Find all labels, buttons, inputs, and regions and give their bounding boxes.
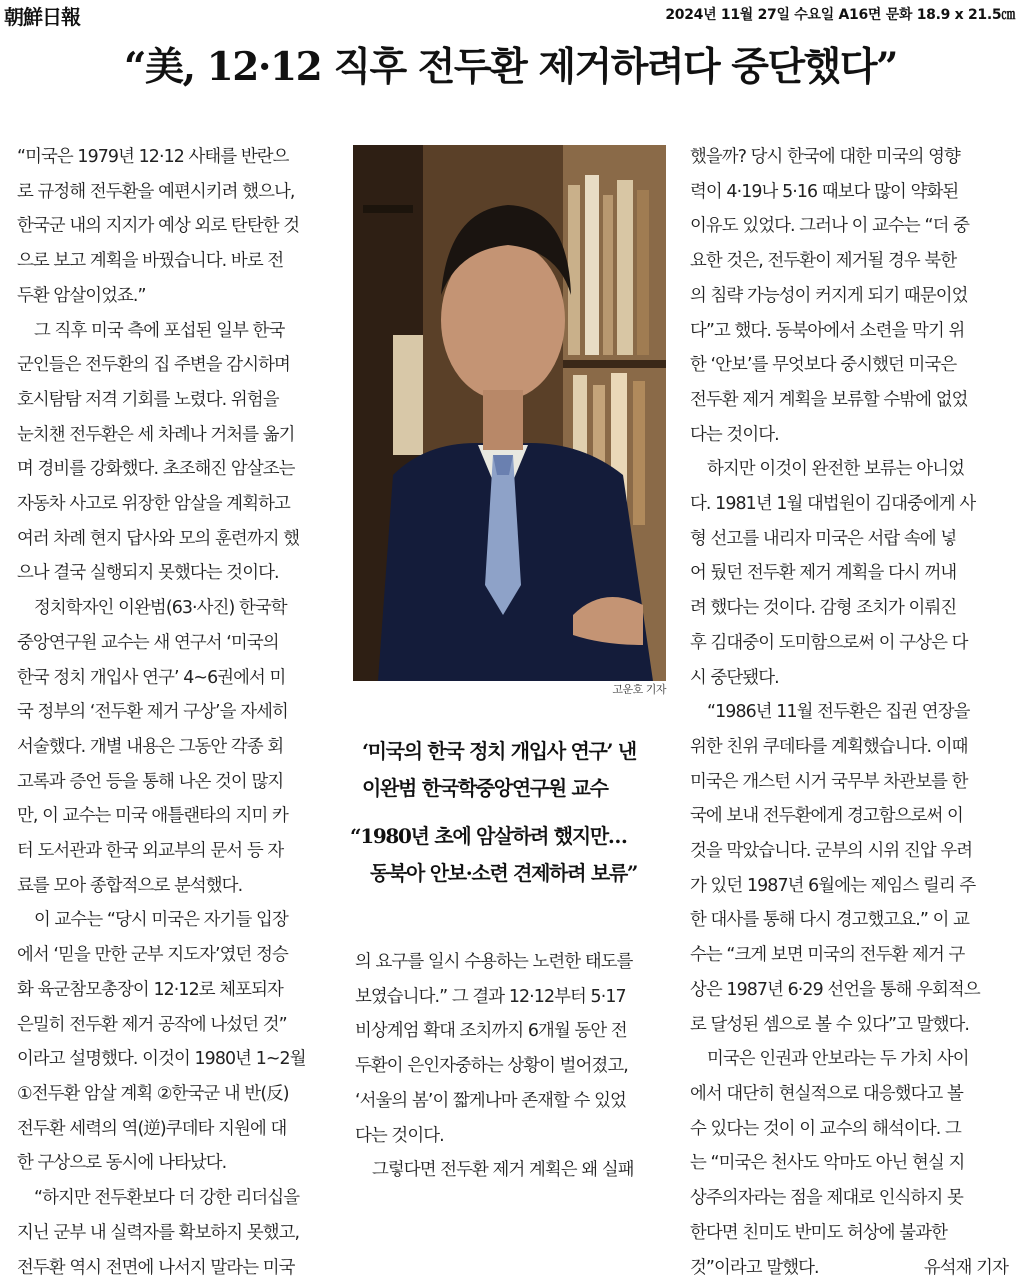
- text-line: 수는 “크게 보면 미국의 전두환 제거 구: [690, 938, 1008, 973]
- reporter-byline: 유석재 기자: [924, 1251, 1008, 1285]
- text-line: 이 교수는 “당시 미국은 자기들 입장: [17, 903, 337, 938]
- text-line: 화 육군참모총장이 12·12로 체포되자: [17, 973, 337, 1008]
- text-line: 후 김대중이 도미함으로써 이 구상은 다: [690, 626, 1008, 661]
- text-line: 의 침략 가능성이 커지게 되기 때문이었: [690, 279, 1008, 314]
- text-line: 한다면 친미도 반미도 허상에 불과한: [690, 1216, 1008, 1251]
- text-line: 전두환 세력의 역(逆)쿠데타 지원에 대: [17, 1112, 337, 1147]
- text-line: 상주의자라는 점을 제대로 인식하지 못: [690, 1181, 1008, 1216]
- text-line: 다”고 했다. 동북아에서 소련을 막기 위: [690, 314, 1008, 349]
- text-line: 터 도서관과 한국 외교부의 문서 등 자: [17, 834, 337, 869]
- text-line: 으로 보고 계획을 바꿨습니다. 바로 전: [17, 244, 337, 279]
- article-column-2: [355, 945, 667, 1188]
- text-line: 전두환 역시 전면에 나서지 말라는 미국: [17, 1251, 337, 1285]
- text-line: 한 구상으로 동시에 나타났다.: [17, 1146, 337, 1181]
- text-line: 에서 ‘믿을 만한 군부 지도자’였던 정승: [17, 938, 337, 973]
- text-line: 것을 막았습니다. 군부의 시위 진압 우려: [690, 834, 1008, 869]
- text-line: 것”이라고 말했다. 유석재 기자: [690, 1251, 1008, 1285]
- text-line: “하지만 전두환보다 더 강한 리더십을: [17, 1181, 337, 1216]
- text-line: ‘서울의 봄’이 짧게나마 존재할 수 있었: [355, 1084, 667, 1119]
- newspaper-logo: 朝鮮日報: [4, 1, 80, 30]
- text-line: 력이 4·19나 5·16 때보다 많이 약화된: [690, 175, 1008, 210]
- text-line: 다. 1981년 1월 대법원이 김대중에게 사: [690, 487, 1008, 522]
- text-line: 서술했다. 개별 내용은 그동안 각종 회: [17, 730, 337, 765]
- text-line: 미국은 개스턴 시거 국무부 차관보를 한: [690, 765, 1008, 800]
- headline: “美, 12·12 직후 전두환 제거하려다 중단했다”: [0, 36, 1021, 92]
- text-line: 지닌 군부 내 실력자를 확보하지 못했고,: [17, 1216, 337, 1251]
- text-line: “1986년 11월 전두환은 집권 연장을: [690, 695, 1008, 730]
- text-line: 그 직후 미국 측에 포섭된 일부 한국: [17, 314, 337, 349]
- text-line: 그렇다면 전두환 제거 계획은 왜 실패: [355, 1153, 667, 1188]
- text-line: 여러 차례 현지 답사와 모의 훈련까지 했: [17, 522, 337, 557]
- masthead: [0, 0, 1021, 28]
- text-line: 호시탐탐 저격 기회를 노렸다. 위험을: [17, 383, 337, 418]
- text-line: 하지만 이것이 완전한 보류는 아니었: [690, 452, 1008, 487]
- text-line: 수 있다는 것이 이 교수의 해석이다. 그: [690, 1112, 1008, 1147]
- subheadline-title: [362, 733, 672, 807]
- text-line: 시 중단됐다.: [690, 661, 1008, 696]
- text-line: 는 “미국은 천사도 악마도 아닌 현실 지: [690, 1146, 1008, 1181]
- portrait-photo: [353, 145, 666, 681]
- text-line: 만, 이 교수는 미국 애틀랜타의 지미 카: [17, 799, 337, 834]
- text-line: 전두환 제거 계획을 보류할 수밖에 없었: [690, 383, 1008, 418]
- subheadline-line: 이완범 한국학중앙연구원 교수: [362, 770, 672, 807]
- text-line: 다는 것이다.: [690, 418, 1008, 453]
- text-line: 형 선고를 내리자 미국은 서랍 속에 넣: [690, 522, 1008, 557]
- text-line: 두환 암살이었죠.”: [17, 279, 337, 314]
- edition-info: 2024년 11월 27일 수요일 A16면 문화 18.9 x 21.5㎝: [665, 4, 1015, 24]
- text-line: 자동차 사고로 위장한 암살을 계획하고: [17, 487, 337, 522]
- text-line: 중앙연구원 교수는 새 연구서 ‘미국의: [17, 626, 337, 661]
- text-line: 다는 것이다.: [355, 1119, 667, 1154]
- text-line: 보였습니다.” 그 결과 12·12부터 5·17: [355, 980, 667, 1015]
- text-line: 비상계엄 확대 조치까지 6개월 동안 전: [355, 1014, 667, 1049]
- subheadline-quote: [350, 818, 670, 892]
- text-line: 요한 것은, 전두환이 제거될 경우 북한: [690, 244, 1008, 279]
- text-line: 은밀히 전두환 제거 공작에 나섰던 것”: [17, 1008, 337, 1043]
- text-line: ①전두환 암살 계획 ②한국군 내 반(反): [17, 1077, 337, 1112]
- text-line: 한 대사를 통해 다시 경고했고요.” 이 교: [690, 903, 1008, 938]
- text-line: 한국군 내의 지지가 예상 외로 탄탄한 것: [17, 209, 337, 244]
- text-line: 의 요구를 일시 수용하는 노련한 태도를: [355, 945, 667, 980]
- text-line: 이라고 설명했다. 이것이 1980년 1~2월: [17, 1042, 337, 1077]
- text-line: 려 했다는 것이다. 감형 조치가 이뤄진: [690, 591, 1008, 626]
- text-line: 한국 정치 개입사 연구’ 4~6권에서 미: [17, 661, 337, 696]
- text-line: 며 경비를 강화했다. 초조해진 암살조는: [17, 452, 337, 487]
- text-line: 료를 모아 종합적으로 분석했다.: [17, 869, 337, 904]
- article-column-3: [690, 140, 1008, 1285]
- text-line: 국에 보내 전두환에게 경고함으로써 이: [690, 799, 1008, 834]
- text-line: 어 뒀던 전두환 제거 계획을 다시 꺼내: [690, 556, 1008, 591]
- text-line: 로 규정해 전두환을 예편시키려 했으나,: [17, 175, 337, 210]
- text-line: 이유도 있었다. 그러나 이 교수는 “더 중: [690, 209, 1008, 244]
- text-line: 고록과 증언 등을 통해 나온 것이 많지: [17, 765, 337, 800]
- text-line: “미국은 1979년 12·12 사태를 반란으: [17, 140, 337, 175]
- text-line: 한 ‘안보’를 무엇보다 중시했던 미국은: [690, 348, 1008, 383]
- text-line: 눈치챈 전두환은 세 차례나 거처를 옮기: [17, 418, 337, 453]
- text-line: 군인들은 전두환의 집 주변을 감시하며: [17, 348, 337, 383]
- text-line: 로 달성된 셈으로 볼 수 있다”고 말했다.: [690, 1008, 1008, 1043]
- subheadline-line: “1980년 초에 암살하려 했지만…: [350, 818, 670, 855]
- photo-credit: 고운호 기자: [560, 681, 666, 697]
- text-line: 미국은 인권과 안보라는 두 가치 사이: [690, 1042, 1008, 1077]
- subheadline-line: 동북아 안보·소련 견제하려 보류”: [350, 855, 670, 892]
- text-line: 두환이 은인자중하는 상황이 벌어졌고,: [355, 1049, 667, 1084]
- text-line: 가 있던 1987년 6월에는 제임스 릴리 주: [690, 869, 1008, 904]
- text-line: 했을까? 당시 한국에 대한 미국의 영향: [690, 140, 1008, 175]
- text-line: 상은 1987년 6·29 선언을 통해 우회적으: [690, 973, 1008, 1008]
- text-line: 에서 대단히 현실적으로 대응했다고 볼: [690, 1077, 1008, 1112]
- text-line: 국 정부의 ‘전두환 제거 구상’을 자세히: [17, 695, 337, 730]
- article-column-1: [17, 140, 337, 1285]
- text-line: 정치학자인 이완범(63·사진) 한국학: [17, 591, 337, 626]
- subheadline-line: ‘미국의 한국 정치 개입사 연구’ 낸: [362, 733, 672, 770]
- text-line: 으나 결국 실행되지 못했다는 것이다.: [17, 556, 337, 591]
- text-line: 위한 친위 쿠데타를 계획했습니다. 이때: [690, 730, 1008, 765]
- portrait-illustration: [353, 145, 666, 681]
